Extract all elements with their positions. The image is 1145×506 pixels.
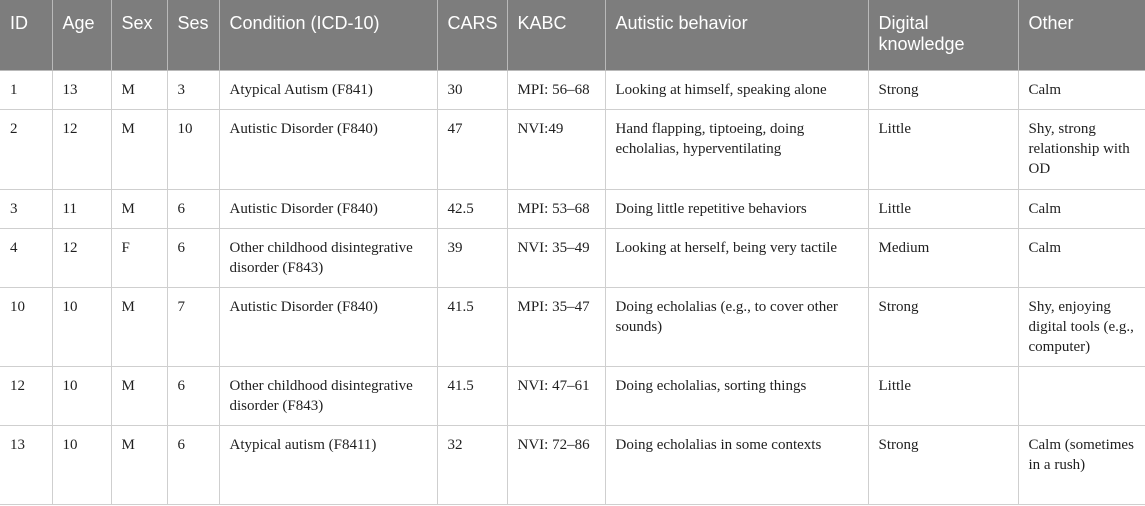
- cell-age: 12: [52, 228, 111, 287]
- cell-id: 10: [0, 287, 52, 366]
- cell-cars: 41.5: [437, 287, 507, 366]
- cell-autistic-behavior: Looking at himself, speaking alone: [605, 70, 868, 109]
- table-row: [0, 287, 1145, 366]
- cell-autistic-behavior: Looking at herself, being very tactile: [605, 228, 868, 287]
- cell-condition: Autistic Disorder (F840): [219, 287, 437, 366]
- cell-digital-knowledge: Little: [868, 109, 1018, 189]
- cell-digital-knowledge: Medium: [868, 228, 1018, 287]
- cell-sex: M: [111, 189, 167, 228]
- cell-sex: M: [111, 287, 167, 366]
- header-age: Age: [52, 0, 111, 70]
- cell-autistic-behavior: Doing echolalias, sorting things: [605, 366, 868, 425]
- cell-autistic-behavior: Doing little repetitive behaviors: [605, 189, 868, 228]
- cell-condition: Autistic Disorder (F840): [219, 109, 437, 189]
- cell-id: 13: [0, 425, 52, 504]
- header-condition: Condition (ICD-10): [219, 0, 437, 70]
- table-row: [0, 228, 1145, 287]
- cell-cars: 32: [437, 425, 507, 504]
- cell-other: Calm: [1018, 189, 1145, 228]
- cell-other: Calm: [1018, 70, 1145, 109]
- cell-id: 3: [0, 189, 52, 228]
- cell-condition: Atypical autism (F8411): [219, 425, 437, 504]
- header-row: [0, 0, 1145, 70]
- cell-condition: Autistic Disorder (F840): [219, 189, 437, 228]
- cell-autistic-behavior: Hand flapping, tiptoeing, doing echolalias, hyperventilating: [605, 109, 868, 189]
- header-other: Other: [1018, 0, 1145, 70]
- cell-condition: Other childhood disintegrative disorder (F843): [219, 366, 437, 425]
- cell-autistic-behavior: Doing echolalias in some contexts: [605, 425, 868, 504]
- cell-condition: Atypical Autism (F841): [219, 70, 437, 109]
- table-row: [0, 70, 1145, 109]
- header-sex: Sex: [111, 0, 167, 70]
- cell-other: Shy, strong relationship with OD: [1018, 109, 1145, 189]
- header-kabc: KABC: [507, 0, 605, 70]
- cell-age: 10: [52, 287, 111, 366]
- cell-digital-knowledge: Strong: [868, 287, 1018, 366]
- cell-cars: 42.5: [437, 189, 507, 228]
- header-autistic-behavior: Autistic behavior: [605, 0, 868, 70]
- cell-sex: M: [111, 70, 167, 109]
- cell-ses: 6: [167, 228, 219, 287]
- cell-cars: 39: [437, 228, 507, 287]
- cell-age: 13: [52, 70, 111, 109]
- cell-cars: 30: [437, 70, 507, 109]
- table-row: [0, 109, 1145, 189]
- cell-autistic-behavior: Doing echolalias (e.g., to cover other sounds): [605, 287, 868, 366]
- cell-kabc: NVI: 72–86: [507, 425, 605, 504]
- cell-id: 4: [0, 228, 52, 287]
- cell-kabc: MPI: 56–68: [507, 70, 605, 109]
- cell-id: 1: [0, 70, 52, 109]
- cell-digital-knowledge: Strong: [868, 425, 1018, 504]
- cell-cars: 41.5: [437, 366, 507, 425]
- cell-kabc: NVI: 47–61: [507, 366, 605, 425]
- table-row: [0, 425, 1145, 504]
- cell-sex: F: [111, 228, 167, 287]
- cell-other: [1018, 366, 1145, 425]
- cell-ses: 7: [167, 287, 219, 366]
- cell-other: Shy, enjoying digital tools (e.g., computer): [1018, 287, 1145, 366]
- header-id: ID: [0, 0, 52, 70]
- cell-age: 10: [52, 366, 111, 425]
- cell-kabc: NVI:49: [507, 109, 605, 189]
- table-body: [0, 70, 1145, 504]
- header-cars: CARS: [437, 0, 507, 70]
- cell-other: Calm (sometimes in a rush): [1018, 425, 1145, 504]
- cell-ses: 3: [167, 70, 219, 109]
- cell-cars: 47: [437, 109, 507, 189]
- table-row: [0, 366, 1145, 425]
- cell-ses: 6: [167, 366, 219, 425]
- cell-ses: 6: [167, 425, 219, 504]
- cell-ses: 10: [167, 109, 219, 189]
- table-row: [0, 189, 1145, 228]
- cell-sex: M: [111, 366, 167, 425]
- cell-sex: M: [111, 425, 167, 504]
- cell-age: 11: [52, 189, 111, 228]
- cell-age: 12: [52, 109, 111, 189]
- header-ses: Ses: [167, 0, 219, 70]
- cell-id: 2: [0, 109, 52, 189]
- cell-other: Calm: [1018, 228, 1145, 287]
- cell-digital-knowledge: Strong: [868, 70, 1018, 109]
- cell-digital-knowledge: Little: [868, 189, 1018, 228]
- cell-kabc: MPI: 35–47: [507, 287, 605, 366]
- cell-ses: 6: [167, 189, 219, 228]
- table-header: [0, 0, 1145, 70]
- cell-digital-knowledge: Little: [868, 366, 1018, 425]
- cell-id: 12: [0, 366, 52, 425]
- cell-condition: Other childhood disintegrative disorder (F843): [219, 228, 437, 287]
- cell-kabc: MPI: 53–68: [507, 189, 605, 228]
- header-digital-knowledge: Digital knowledge: [868, 0, 1018, 70]
- cell-age: 10: [52, 425, 111, 504]
- cell-sex: M: [111, 109, 167, 189]
- cell-kabc: NVI: 35–49: [507, 228, 605, 287]
